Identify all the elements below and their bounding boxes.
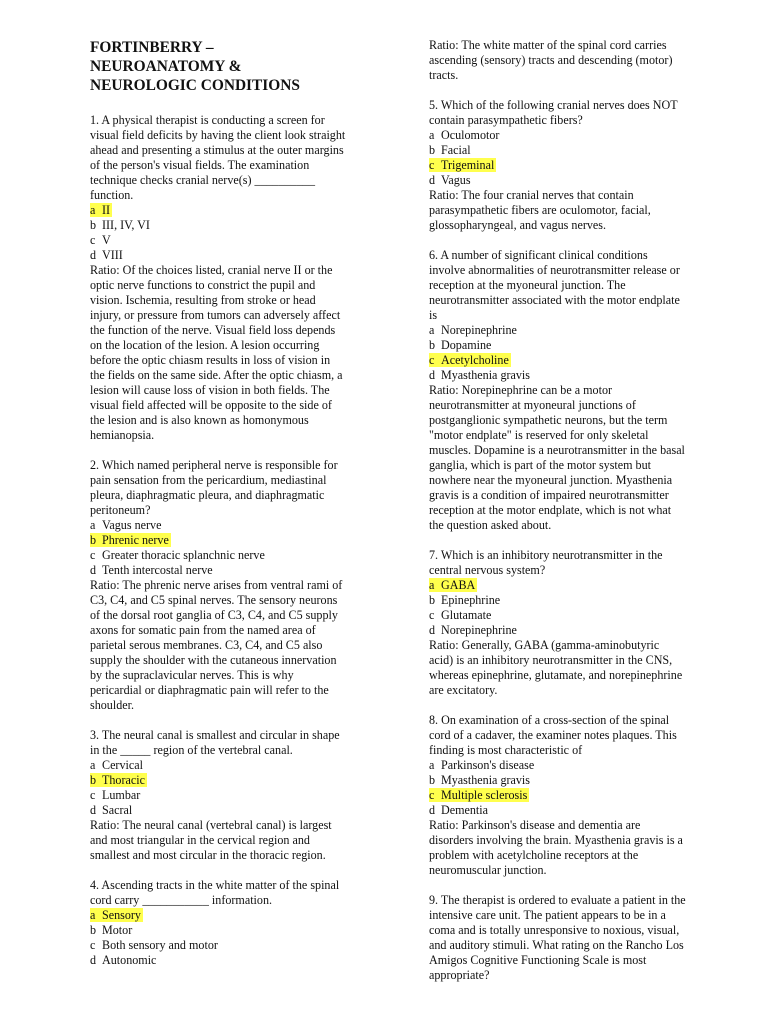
answer-option [429, 143, 729, 158]
answer-text [90, 218, 150, 232]
ratio-text-line: supply the shoulder with the cutaneous innervation [90, 653, 337, 667]
ratio-text [429, 818, 729, 878]
option-letter: c [429, 608, 435, 622]
question-text-line: intensive care unit. The patient appears to be in a [429, 908, 666, 922]
question-block [90, 458, 382, 713]
question-block [429, 98, 729, 233]
option-letter: b [429, 773, 436, 787]
question-block [90, 878, 382, 968]
answer-text [90, 233, 111, 247]
ratio-text-line: hemianopsia. [90, 428, 155, 442]
answer-option [90, 548, 382, 563]
option-text: Norepinephrine [441, 323, 517, 337]
answer-text [90, 563, 213, 577]
ratio-text-line: glossopharyngeal, and vagus nerves. [429, 218, 606, 232]
ratio-text [90, 578, 382, 713]
ratio-text-line: of the dorsal root ganglia of C3, C4, and C5 supply [90, 608, 338, 622]
answer-text [429, 593, 500, 607]
question-text-line: 2. Which named peripheral nerve is responsible for [90, 458, 338, 472]
question-text-line: cord of a cadaver, the examiner notes plaques. This [429, 728, 677, 742]
ratio-text-line: shoulder. [90, 698, 135, 712]
ratio-text [429, 38, 729, 83]
ratio-text-line: the fields on the same side. After the optic chiasm, a [90, 368, 343, 382]
ratio-text-line: optic nerve functions to constrict the pupil and [90, 278, 316, 292]
ratio-text-line: C3, C4, and C5 spinal nerves. The sensory neurons [90, 593, 338, 607]
answer-option [90, 218, 382, 233]
option-text: VIII [102, 248, 123, 262]
option-text: Sacral [102, 803, 133, 817]
ratio-text-line: ascending (sensory) tracts and descending (motor) [429, 53, 673, 67]
question-text-line: 3. The neural canal is smallest and circular in shape [90, 728, 340, 742]
answer-text [90, 803, 132, 817]
question-text-line: and auditory stimuli. What rating on the Rancho Los [429, 938, 684, 952]
question-text [429, 248, 729, 323]
ratio-text-line: visual field affected will be opposite to the side of [90, 398, 332, 412]
document-title [90, 38, 382, 95]
correct-answer-highlight [429, 578, 477, 592]
option-text: Multiple sclerosis [441, 788, 528, 802]
answer-option [429, 338, 729, 353]
correct-answer-highlight [429, 353, 511, 367]
option-letter: c [429, 158, 435, 172]
question-text-line: 7. Which is an inhibitory neurotransmitter in the [429, 548, 663, 562]
option-letter: a [90, 518, 96, 532]
ratio-text-line: Ratio: Of the choices listed, cranial nerve II or the [90, 263, 333, 277]
question-text-line: cord carry ___________ information. [90, 893, 273, 907]
option-letter: b [90, 533, 97, 547]
answer-text [90, 758, 143, 772]
option-letter: a [90, 908, 96, 922]
question-text-line: visual field deficits by having the client look straight [90, 128, 346, 142]
question-text-line: appropriate? [429, 968, 490, 982]
question-text-line: involve abnormalities of neurotransmitter release or [429, 263, 680, 277]
option-text: Vagus [441, 173, 471, 187]
question-text-line: of the person's visual fields. The examination [90, 158, 310, 172]
question-text-line: in the _____ region of the vertebral canal. [90, 743, 293, 757]
answer-option [429, 758, 729, 773]
option-text: Tenth intercostal nerve [102, 563, 213, 577]
ratio-text-line: are excitatory. [429, 683, 498, 697]
option-text: Myasthenia gravis [441, 368, 531, 382]
correct-answer-highlight [90, 773, 147, 787]
ratio-text [429, 638, 729, 698]
option-letter: b [90, 218, 97, 232]
question-text-line: function. [90, 188, 134, 202]
answer-option [429, 323, 729, 338]
option-letter: a [429, 758, 435, 772]
answer-text [90, 923, 132, 937]
answer-option [90, 533, 382, 548]
left-column [90, 38, 382, 983]
ratio-text-line: "motor endplate" is reserved for only skeletal [429, 428, 649, 442]
question-text-line: 1. A physical therapist is conducting a screen for [90, 113, 325, 127]
question-text-line: pain sensation from the pericardium, mediastinal [90, 473, 327, 487]
question-block [429, 248, 729, 533]
ratio-text-line: neuromuscular junction. [429, 863, 547, 877]
ratio-text [429, 383, 729, 533]
question-text-line: finding is most characteristic of [429, 743, 583, 757]
answer-text [429, 368, 530, 382]
ratio-text-line: before the optic chiasm results in loss of vision in [90, 353, 331, 367]
option-letter: c [429, 353, 435, 367]
question-block [429, 893, 729, 983]
answer-option [90, 518, 382, 533]
option-text: Parkinson's disease [441, 758, 535, 772]
question-block [429, 713, 729, 878]
answer-option [90, 788, 382, 803]
option-letter: c [429, 788, 435, 802]
option-text: Norepinephrine [441, 623, 517, 637]
answer-option [90, 923, 382, 938]
answer-option [429, 623, 729, 638]
correct-answer-highlight [429, 158, 496, 172]
answer-option [429, 368, 729, 383]
ratio-text-line: tracts. [429, 68, 459, 82]
answer-option [90, 563, 382, 578]
option-letter: a [90, 758, 96, 772]
option-text: Glutamate [441, 608, 492, 622]
option-text: Facial [441, 143, 471, 157]
question-text [429, 98, 729, 128]
ratio-text-line: postganglionic sympathetic neurons, but the term [429, 413, 668, 427]
question-text-line: central nervous system? [429, 563, 546, 577]
answer-text [429, 338, 491, 352]
option-text: Lumbar [102, 788, 141, 802]
answer-option [429, 158, 729, 173]
ratio-text-line: smallest and most circular in the thoracic region. [90, 848, 326, 862]
title-line: NEUROLOGIC CONDITIONS [90, 77, 300, 94]
ratio-text-line: problem with acetylcholine receptors at the [429, 848, 639, 862]
question-text [90, 878, 382, 908]
answer-option [429, 788, 729, 803]
answer-option [90, 248, 382, 263]
question-text-line: ahead and presenting a stimulus at the outer margins [90, 143, 344, 157]
question-text-line: neurotransmitter associated with the motor endplate [429, 293, 680, 307]
title-line: NEUROANATOMY & [90, 58, 242, 75]
answer-option [90, 803, 382, 818]
question-text-line: 6. A number of significant clinical conditions [429, 248, 648, 262]
correct-answer-highlight [90, 203, 112, 217]
question-text [429, 713, 729, 758]
ratio-text-line: lesion will cause loss of vision in both fields. The [90, 383, 330, 397]
option-letter: c [90, 938, 96, 952]
ratio-text-line: Ratio: The white matter of the spinal cord carries [429, 38, 667, 52]
ratio-text-line: parietal serous membranes. C3, C4, and C5 also [90, 638, 323, 652]
title-line: FORTINBERRY – [90, 39, 214, 56]
answer-text [90, 788, 140, 802]
option-text: Oculomotor [441, 128, 500, 142]
option-text: Greater thoracic splanchnic nerve [102, 548, 265, 562]
option-letter: d [90, 953, 97, 967]
answer-text [90, 938, 218, 952]
option-text: Vagus nerve [102, 518, 162, 532]
answer-option [429, 578, 729, 593]
ratio-text-line: injury, or pressure from tumors can adversely affect [90, 308, 341, 322]
option-letter: d [90, 248, 97, 262]
question-text-line: is [429, 308, 438, 322]
answer-option [429, 803, 729, 818]
option-text: Myasthenia gravis [441, 773, 531, 787]
option-text: Dopamine [441, 338, 492, 352]
ratio-text-line: parasympathetic fibers are oculomotor, facial, [429, 203, 651, 217]
question-text-line: pleura, diaphragmatic pleura, and diaphragmatic [90, 488, 325, 502]
ratio-text-line: axons for somatic pain from the named area of [90, 623, 316, 637]
option-letter: d [90, 563, 97, 577]
question-text-line: 5. Which of the following cranial nerves does NOT [429, 98, 678, 112]
answer-option [90, 953, 382, 968]
question-text-line: contain parasympathetic fibers? [429, 113, 583, 127]
ratio-continuation [429, 38, 729, 83]
question-block [90, 113, 382, 443]
option-letter: d [429, 368, 436, 382]
option-letter: b [429, 338, 436, 352]
ratio-text-line: the function of the nerve. Visual field loss depends [90, 323, 336, 337]
option-text: Autonomic [102, 953, 157, 967]
answer-option [429, 608, 729, 623]
option-letter: b [429, 143, 436, 157]
ratio-text-line: Ratio: Parkinson's disease and dementia are [429, 818, 641, 832]
question-text-line: 9. The therapist is ordered to evaluate a patient in the [429, 893, 686, 907]
option-text: Epinephrine [441, 593, 501, 607]
option-text: II [102, 203, 111, 217]
question-text-line: Amigos Cognitive Functioning Scale is most [429, 953, 647, 967]
option-text: V [102, 233, 111, 247]
ratio-text-line: Ratio: The neural canal (vertebral canal) is largest [90, 818, 332, 832]
ratio-text-line: disorders involving the brain. Myasthenia gravis is a [429, 833, 683, 847]
question-text-line: peritoneum? [90, 503, 151, 517]
option-letter: d [429, 173, 436, 187]
right-column [429, 38, 729, 998]
question-text-line: 8. On examination of a cross-section of the spinal [429, 713, 670, 727]
question-text-line: coma and is totally unresponsive to noxious, visual, [429, 923, 680, 937]
answer-text [429, 143, 471, 157]
correct-answer-highlight [429, 788, 529, 802]
ratio-text-line: vision. Ischemia, resulting from stroke or head [90, 293, 316, 307]
question-text [90, 458, 382, 518]
ratio-text-line: pericardial or diaphragmatic pain will refer to the [90, 683, 329, 697]
ratio-text-line: gravis is a condition of impaired neurotransmitter [429, 488, 669, 502]
ratio-text-line: Ratio: The four cranial nerves that contain [429, 188, 634, 202]
question-text-line: reception at the myoneural junction. The [429, 278, 626, 292]
ratio-text-line: muscles. Dopamine is a neurotransmitter in the basal [429, 443, 685, 457]
question-text-line: technique checks cranial nerve(s) __________ [90, 173, 315, 187]
answer-text [90, 518, 161, 532]
option-text: Acetylcholine [441, 353, 509, 367]
answer-option [90, 233, 382, 248]
ratio-text-line: reception at the motor endplate, which is not what [429, 503, 672, 517]
question-text [429, 548, 729, 578]
ratio-text-line: Ratio: Generally, GABA (gamma-aminobutyric [429, 638, 660, 652]
answer-option [429, 773, 729, 788]
option-letter: a [429, 128, 435, 142]
question-text [429, 893, 729, 983]
correct-answer-highlight [90, 908, 143, 922]
answer-option [90, 938, 382, 953]
option-text: Phrenic nerve [102, 533, 169, 547]
answer-text [429, 128, 499, 142]
answer-text [429, 758, 534, 772]
option-letter: a [429, 323, 435, 337]
option-letter: c [90, 233, 96, 247]
option-letter: a [429, 578, 435, 592]
option-letter: c [90, 788, 96, 802]
option-letter: d [429, 623, 436, 637]
question-text-line: 4. Ascending tracts in the white matter of the spinal [90, 878, 340, 892]
answer-option [90, 758, 382, 773]
answer-option [429, 128, 729, 143]
option-text: GABA [441, 578, 476, 592]
option-text: Thoracic [102, 773, 145, 787]
option-text: III, IV, VI [102, 218, 150, 232]
ratio-text [90, 263, 382, 443]
ratio-text-line: Ratio: The phrenic nerve arises from ventral rami of [90, 578, 343, 592]
answer-text [90, 953, 156, 967]
answer-option [90, 908, 382, 923]
answer-option [429, 173, 729, 188]
option-letter: b [429, 593, 436, 607]
ratio-text-line: the lesion and is also known as homonymous [90, 413, 309, 427]
ratio-text-line: by the supraclavicular nerves. This is why [90, 668, 294, 682]
ratio-text-line: on the location of the lesion. A lesion occurring [90, 338, 320, 352]
ratio-text-line: neurotransmitter at myoneural junctions of [429, 398, 636, 412]
answer-text [429, 803, 488, 817]
ratio-text-line: acid) is an inhibitory neurotransmitter in the CNS, [429, 653, 673, 667]
question-text [90, 728, 382, 758]
answer-text [429, 173, 471, 187]
answer-text [429, 623, 517, 637]
question-text [90, 113, 382, 203]
option-text: Sensory [102, 908, 141, 922]
question-block [90, 728, 382, 863]
option-text: Cervical [102, 758, 143, 772]
ratio-text-line: and most triangular in the cervical region and [90, 833, 310, 847]
correct-answer-highlight [90, 533, 171, 547]
option-letter: c [90, 548, 96, 562]
option-text: Dementia [441, 803, 489, 817]
option-letter: d [90, 803, 97, 817]
option-text: Motor [102, 923, 133, 937]
answer-text [429, 773, 530, 787]
ratio-text [90, 818, 382, 863]
answer-option [90, 203, 382, 218]
answer-option [90, 773, 382, 788]
answer-text [90, 248, 123, 262]
question-block [429, 548, 729, 698]
option-text: Trigeminal [441, 158, 495, 172]
ratio-text-line: whereas epinephrine, glutamate, and norepinephrine [429, 668, 683, 682]
option-letter: d [429, 803, 436, 817]
ratio-text [429, 188, 729, 233]
option-letter: b [90, 773, 97, 787]
option-letter: a [90, 203, 96, 217]
answer-text [429, 323, 517, 337]
ratio-text-line: the question asked about. [429, 518, 552, 532]
option-text: Both sensory and motor [102, 938, 218, 952]
ratio-text-line: Ratio: Norepinephrine can be a motor [429, 383, 613, 397]
answer-option [429, 353, 729, 368]
answer-text [90, 548, 265, 562]
answer-text [429, 608, 491, 622]
option-letter: b [90, 923, 97, 937]
ratio-text-line: ganglia, which is part of the motor system but [429, 458, 652, 472]
ratio-text-line: nowhere near the myoneural junction. Myasthenia [429, 473, 673, 487]
answer-option [429, 593, 729, 608]
